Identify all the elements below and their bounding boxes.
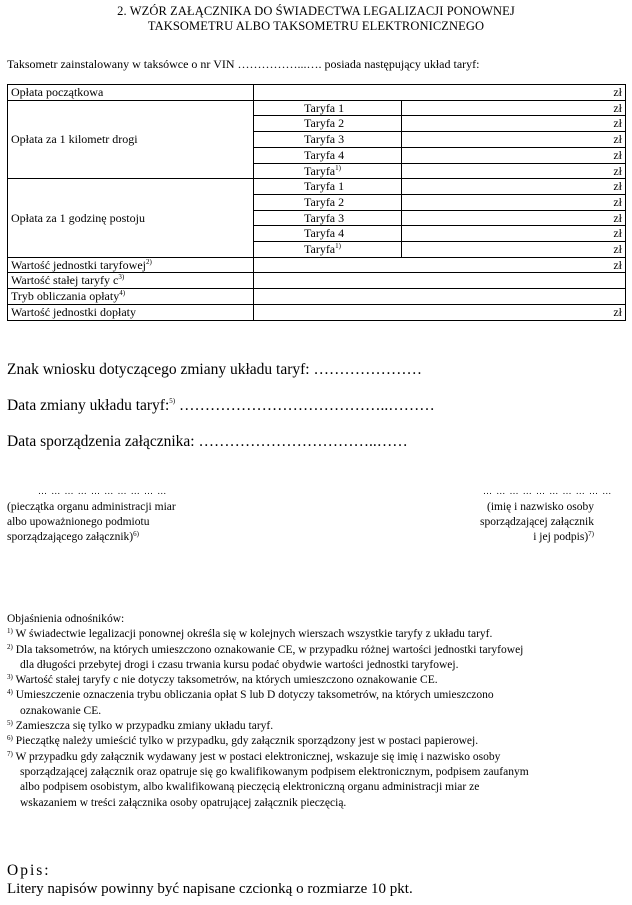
currency-cell: zł	[402, 194, 626, 210]
footnote-2: $^{2)}$ Dla taksometrów, na których umieszczono oznakowanie CE, w przypadku różnej wartości jednostki taryfowej	[7, 642, 524, 656]
currency-cell: zł	[402, 132, 626, 148]
currency-cell: zł	[402, 242, 626, 258]
footnote-4-cont: oznakowanie CE.	[20, 704, 102, 717]
tariff-4-label: Taryfa 4	[254, 147, 402, 163]
footnotes	[7, 612, 619, 811]
surcharge-unit-label: Wartość jednostki dopłaty	[8, 304, 254, 320]
per-km-label: Opłata za 1 kilometr drogi	[8, 100, 254, 179]
stamp-dots: … … … … … … … … … …	[38, 486, 168, 496]
empty-cell	[254, 289, 626, 305]
constant-value-label: Wartość stałej taryfy $c^{3)}$	[8, 273, 254, 289]
signature-dots: … … … … … … … … … …	[483, 486, 613, 496]
tariff-4-label: Taryfa 4	[254, 226, 402, 242]
table-row	[8, 85, 626, 101]
table-row	[8, 257, 626, 273]
table-row	[8, 273, 626, 289]
unit-value-label: Wartość jednostki taryfowej$^{2)}$	[8, 257, 254, 273]
footnote-7-cont: albo podpisem osobistym, albo kwalifikowaną pieczęcią elektroniczną organu administracji miar ze	[20, 781, 480, 794]
currency-cell: zł	[402, 210, 626, 226]
table-row	[8, 179, 626, 195]
tariff-2-label: Taryfa 2	[254, 194, 402, 210]
footnote-6: $^{6)}$ Pieczątkę należy umieścić tylko w przypadku, gdy załącznik sporządzony jest w postaci papierowej.	[7, 734, 479, 748]
currency-cell: zł	[402, 147, 626, 163]
document-title-line2: TAKSOMETRU ALBO TAKSOMETRU ELEKTRONICZNEGO	[147, 19, 485, 33]
footnote-7-cont: wskazaniem w treści załącznika osoby opatrującej załącznik pieczęcią.	[20, 796, 347, 809]
signature-caption: (imię i nazwisko osoby sporządzającej załącznik i jej podpis)$^{7)}$	[480, 501, 594, 543]
currency-cell: zł	[402, 163, 626, 179]
tariff-1-label: Taryfa 1	[254, 179, 402, 195]
currency-cell: zł	[254, 257, 626, 273]
footnote-4: $^{4)}$ Umieszczenie oznaczenia trybu obliczania opłat S lub D dotyczy taksometrów, na których umieszczono	[7, 688, 494, 702]
tariff-other-label: Taryfa$^{1)}$	[254, 163, 402, 179]
footnotes-heading: Objaśnienia odnośników:	[7, 613, 125, 625]
tariff-3-label: Taryfa 3	[254, 132, 402, 148]
footnote-7: $^{7)}$ W przypadku gdy załącznik wydawany jest w postaci elektronicznej, wskazuje się imię i nazwisko osoby	[7, 749, 501, 763]
currency-cell: zł	[254, 304, 626, 320]
footnote-3: $^{3)}$ Wartość stałej taryfy c nie dotyczy taksometrów, na których umieszczono oznakowanie CE.	[7, 673, 438, 687]
table-row	[8, 100, 626, 116]
tariff-2-label: Taryfa 2	[254, 116, 402, 132]
per-hour-label: Opłata za 1 godzinę postoju	[8, 179, 254, 258]
initial-fee-label: Opłata początkowa	[8, 85, 254, 101]
table-row	[8, 304, 626, 320]
annex-date-field: Data sporządzenia załącznika: ……………………………..……	[7, 433, 408, 450]
currency-cell: zł	[402, 226, 626, 242]
description-heading: Opis:	[7, 862, 51, 879]
tariff-other-label: Taryfa$^{1)}$	[254, 242, 402, 258]
description-text: Litery napisów powinny być napisane czcionką o rozmiarze 10 pkt.	[7, 881, 413, 897]
footnote-7-cont: sporządzającej załącznik oraz opatruje się go kwalifikowanym podpisem elektronicznym, podpisem zaufanym	[20, 765, 529, 778]
application-sign-field: Znak wniosku dotyczącego zmiany układu taryf: …………………	[7, 361, 422, 378]
tariff-table	[7, 84, 626, 321]
footnote-5: $^{5)}$ Zamieszcza się tylko w przypadku zmiany układu taryf.	[7, 719, 274, 733]
tariff-1-label: Taryfa 1	[254, 100, 402, 116]
mode-label: Tryb obliczania opłaty$^{4)}$	[8, 289, 254, 305]
tariff-3-label: Taryfa 3	[254, 210, 402, 226]
currency-cell: zł	[402, 116, 626, 132]
currency-cell: zł	[254, 85, 626, 101]
footnote-2-cont: dla długości przebytej drogi i czasu trwania kursu podać obydwie wartości jednostki taryfowej.	[20, 658, 459, 671]
footnote-1: $^{1)}$ W świadectwie legalizacji ponownej określa się w kolejnych wierszach wszystkie taryfy z układu taryf.	[7, 627, 493, 641]
table-row	[8, 289, 626, 305]
currency-cell: zł	[402, 100, 626, 116]
change-date-field: Data zmiany układu taryf:$^{5)}$ …………………………………..………	[7, 397, 435, 414]
stamp-caption: (pieczątka organu administracji miar albo upoważnionego podmiotu sporządzającego załącznik)$^{6)}$	[7, 501, 176, 543]
empty-cell	[254, 273, 626, 289]
intro-text: Taksometr zainstalowany w taksówce o nr VIN ……………...…. posiada następujący układ taryf:	[7, 57, 480, 71]
document-title-line1: 2. WZÓR ZAŁĄCZNIKA DO ŚWIADECTWA LEGALIZACJI PONOWNEJ	[117, 4, 515, 18]
currency-cell: zł	[402, 179, 626, 195]
